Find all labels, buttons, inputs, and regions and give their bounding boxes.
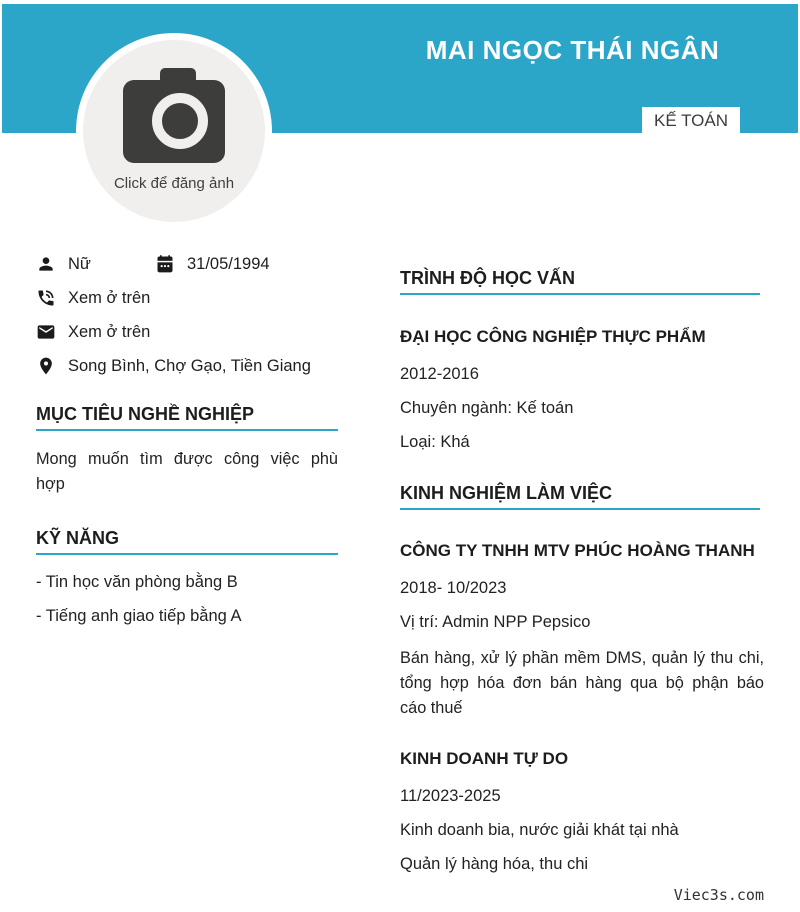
objective-line: Mong muốn tìm được công việc phù	[36, 450, 338, 468]
skills-section-heading: KỸ NĂNG	[36, 527, 338, 555]
job-description-line: tổng hợp hóa đơn bán hàng qua bộ phận báo	[400, 674, 764, 692]
address-value: Song Bình, Chợ Gạo, Tiền Giang	[68, 356, 311, 375]
job-detail-line: Kinh doanh bia, nước giải khát tại nhà	[400, 821, 679, 839]
skill-item: - Tin học văn phòng bằng B	[36, 573, 238, 591]
job-description-line: Bán hàng, xử lý phần mềm DMS, quản lý thu chi,	[400, 649, 764, 667]
phone-icon	[36, 288, 56, 308]
photo-upload-area[interactable]	[76, 33, 272, 229]
objective-text	[36, 447, 338, 497]
location-pin-icon	[36, 356, 56, 376]
calendar-icon	[155, 254, 175, 274]
education-major: Chuyên ngành: Kế toán	[400, 399, 574, 417]
skills-list	[36, 570, 338, 638]
experience-section-heading: KINH NGHIỆM LÀM VIỆC	[400, 482, 760, 510]
education-school: ĐẠI HỌC CÔNG NGHIỆP THỰC PHẨM	[400, 327, 706, 346]
email-icon	[36, 322, 56, 342]
contact-row-address	[36, 354, 338, 378]
job-entry	[400, 748, 764, 887]
contact-list	[36, 252, 338, 388]
job-period: 11/2023-2025	[400, 787, 501, 805]
education-entry	[400, 326, 764, 465]
contact-row-phone	[36, 286, 338, 310]
job-period: 2018- 10/2023	[400, 579, 507, 597]
job-detail-line: Quản lý hàng hóa, thu chi	[400, 855, 589, 873]
camera-icon	[122, 68, 226, 169]
job-company: CÔNG TY TNHH MTV PHÚC HOÀNG THANH	[400, 541, 755, 560]
job-description-line: cáo thuế	[400, 699, 463, 717]
education-grade: Loại: Khá	[400, 433, 470, 451]
job-company: KINH DOANH TỰ DO	[400, 749, 569, 768]
photo-placeholder[interactable]	[83, 40, 265, 222]
email-value: Xem ở trên	[68, 322, 151, 341]
site-watermark: Viec3s.com	[673, 886, 764, 904]
photo-caption: Click để đăng ảnh	[113, 175, 235, 192]
contact-row-email	[36, 320, 338, 344]
objective-section-heading: MỤC TIÊU NGHỀ NGHIỆP	[36, 403, 338, 431]
job-position: Vị trí: Admin NPP Pepsico	[400, 613, 591, 631]
person-icon	[36, 254, 56, 274]
education-period: 2012-2016	[400, 365, 479, 383]
job-entry	[400, 540, 764, 721]
skill-item: - Tiếng anh giao tiếp bằng A	[36, 607, 242, 625]
phone-value: Xem ở trên	[68, 288, 151, 307]
contact-row-gender-birthdate	[36, 252, 338, 276]
birthdate-value: 31/05/1994	[187, 254, 270, 273]
objective-line: hợp	[36, 475, 65, 493]
cv-name: MAI NGỌC THÁI NGÂN	[425, 35, 720, 65]
job-description	[400, 646, 764, 721]
gender-value: Nữ	[68, 254, 91, 273]
education-section-heading: TRÌNH ĐỘ HỌC VẤN	[400, 267, 760, 295]
job-title-badge: KẾ TOÁN	[642, 107, 740, 134]
